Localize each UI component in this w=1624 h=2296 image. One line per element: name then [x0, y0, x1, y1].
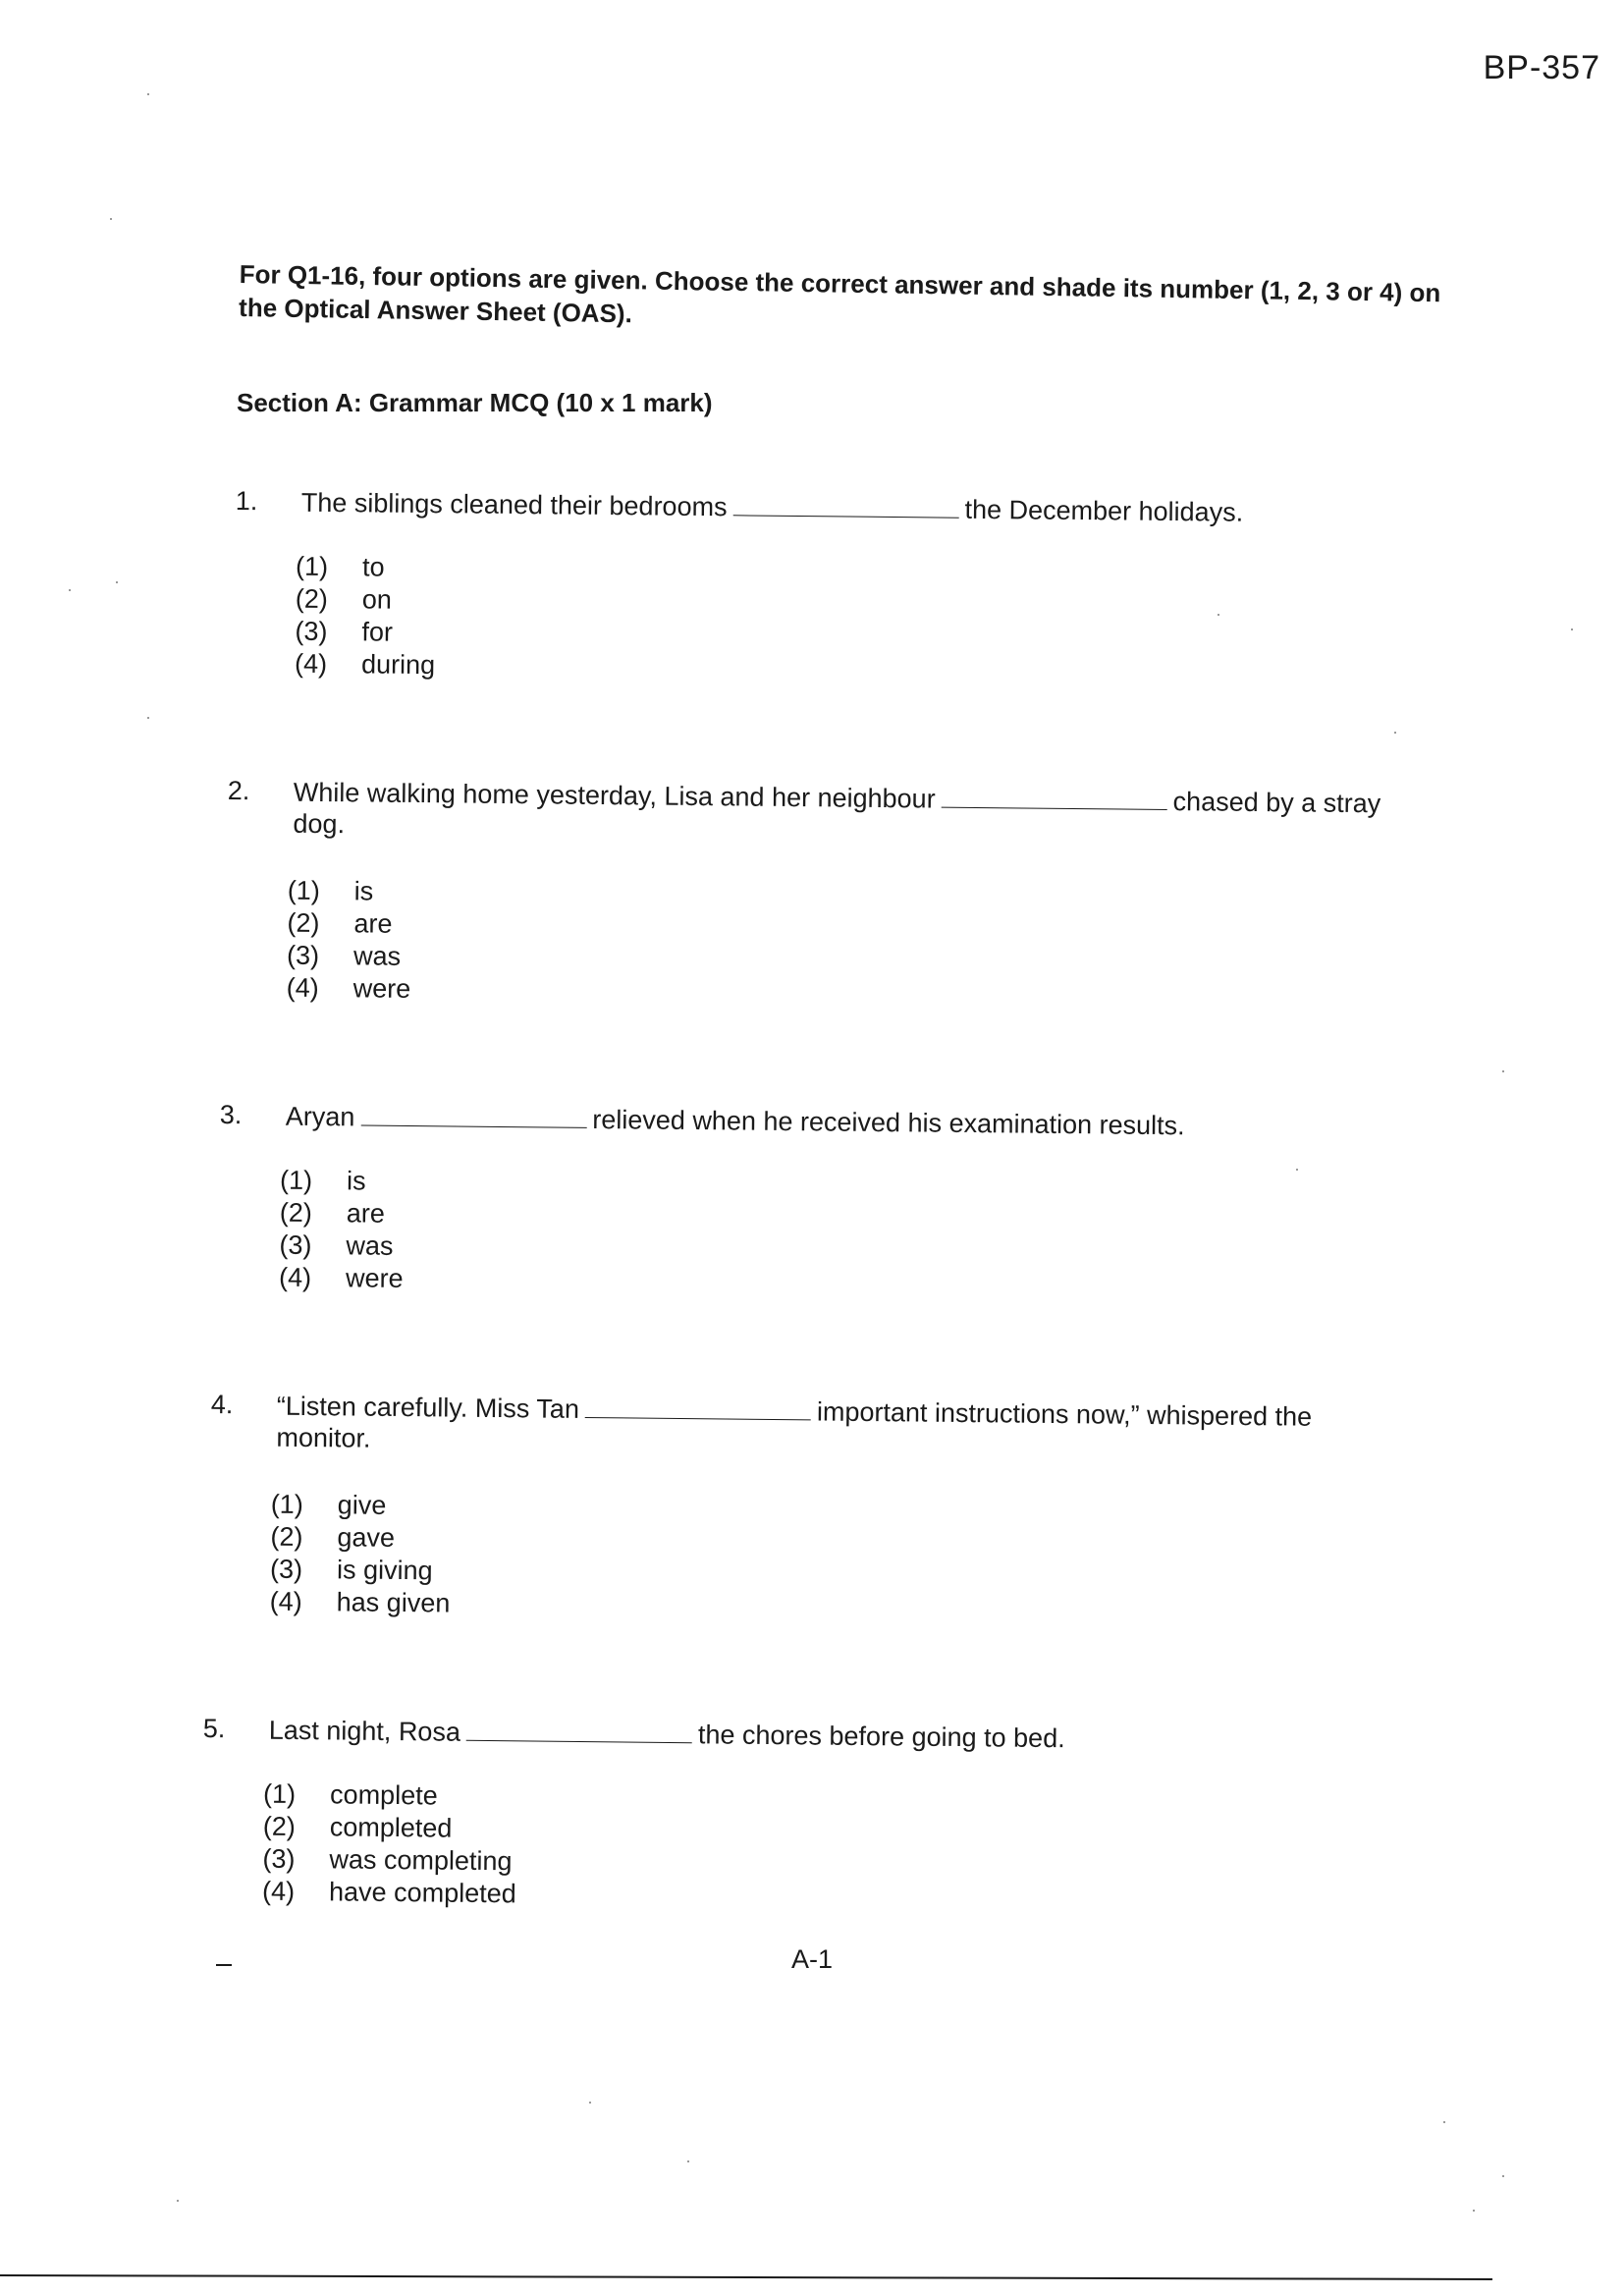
option-number: (3): [262, 1843, 296, 1874]
option-text: was: [346, 1230, 394, 1261]
option-text: were: [352, 973, 411, 1004]
stem-text-continued: monitor.: [276, 1422, 371, 1453]
stem-text-after: relieved when he received his examination results.: [592, 1104, 1185, 1141]
answer-blank: [585, 1395, 811, 1420]
stem-text-after: chased by a stray: [1172, 787, 1381, 819]
option-2: [280, 1197, 405, 1230]
answer-blank: [732, 493, 958, 518]
stem-text-before: The siblings cleaned their bedrooms: [300, 487, 728, 522]
instructions: For Q1-16, four options are given. Choose the correct answer and shade its number (1, 2, 3 or 4) on the Optical Answer Sheet (OAS).: [238, 258, 1441, 329]
scan-speck: [589, 2102, 591, 2104]
option-text: give: [337, 1490, 387, 1520]
scan-speck: [1394, 732, 1396, 734]
question-stem: [301, 487, 1460, 530]
scan-speck: [1473, 2210, 1475, 2212]
option-number: (1): [287, 875, 320, 905]
option-number: (3): [295, 616, 328, 646]
option-text: for: [361, 617, 394, 647]
question-stem: [276, 1391, 1435, 1465]
question-number: 4.: [210, 1390, 234, 1420]
option-number: (2): [262, 1811, 296, 1841]
scan-speck: [1218, 614, 1219, 616]
option-number: (1): [295, 551, 329, 581]
option-3: [295, 616, 435, 649]
option-text: are: [346, 1198, 385, 1229]
scan-speck: [1502, 1070, 1504, 1072]
option-text: is: [353, 876, 374, 906]
scan-speck: [110, 218, 112, 220]
option-1: [288, 875, 412, 908]
scan-speck: [147, 717, 149, 719]
question-number: 2.: [227, 776, 250, 806]
option-text: are: [353, 908, 393, 939]
stem-text-before: “Listen carefully. Miss Tan: [276, 1391, 580, 1424]
option-text: was completing: [329, 1844, 513, 1877]
option-number: (3): [269, 1554, 303, 1584]
option-number: (3): [286, 940, 320, 970]
question-stem: [269, 1715, 1428, 1758]
stem-text-after: important instructions now,” whispered the: [816, 1396, 1313, 1432]
option-text: is: [346, 1166, 366, 1196]
option-1: [280, 1165, 405, 1198]
answer-blank: [466, 1719, 692, 1743]
option-number: (4): [278, 1262, 312, 1292]
scan-speck: [687, 2160, 689, 2162]
stem-text-before: Last night, Rosa: [268, 1715, 461, 1747]
scan-speck: [69, 589, 71, 591]
option-number: (2): [287, 907, 320, 938]
option-number: (3): [279, 1230, 312, 1260]
option-3: [262, 1843, 516, 1879]
option-text: gave: [337, 1522, 396, 1553]
stem-text-after: the chores before going to bed.: [697, 1720, 1065, 1754]
option-text: has given: [336, 1587, 451, 1618]
footer-dash: [216, 1964, 232, 1966]
options-list: [270, 1489, 452, 1620]
option-number: (4): [269, 1586, 302, 1616]
paper-code: BP-357: [1483, 49, 1600, 86]
option-number: (1): [262, 1778, 297, 1809]
stem-text-before: While walking home yesterday, Lisa and her neighbour: [293, 777, 936, 814]
option-text: was: [352, 941, 402, 971]
option-number: (1): [279, 1165, 313, 1195]
question-number: 5.: [202, 1714, 226, 1744]
option-1: [263, 1778, 517, 1814]
option-number: (4): [286, 972, 319, 1003]
option-number: (2): [270, 1521, 303, 1552]
stem-text-continued: dog.: [293, 808, 346, 840]
scan-speck: [1571, 629, 1573, 630]
option-text: complete: [329, 1779, 438, 1811]
option-number: (1): [270, 1489, 303, 1519]
option-text: is giving: [336, 1555, 433, 1586]
bottom-rule: [0, 2274, 1492, 2280]
options-list: [287, 875, 412, 1006]
option-4: [295, 648, 435, 682]
options-list: [295, 551, 436, 682]
scan-speck: [1443, 2121, 1445, 2123]
stem-text-after: the December holidays.: [964, 494, 1244, 527]
option-4: [287, 972, 411, 1006]
option-3: [287, 940, 411, 973]
page-number: A-1: [791, 1944, 834, 1974]
option-4: [279, 1262, 404, 1295]
options-list: [262, 1778, 517, 1911]
answer-blank: [942, 786, 1167, 810]
option-text: during: [360, 649, 436, 681]
question-number: 1.: [235, 486, 258, 517]
option-number: (4): [261, 1876, 296, 1906]
option-3: [279, 1230, 404, 1263]
stem-text-before: Aryan: [285, 1101, 355, 1132]
option-2: [287, 907, 411, 941]
option-2: [263, 1811, 517, 1846]
scan-speck: [1502, 2175, 1504, 2177]
option-3: [270, 1554, 451, 1588]
option-number: (2): [295, 583, 328, 614]
option-4: [262, 1876, 516, 1911]
option-2: [270, 1521, 451, 1556]
option-1: [296, 551, 436, 584]
option-2: [296, 583, 436, 617]
options-list: [279, 1165, 405, 1295]
option-4: [270, 1586, 451, 1620]
question-number: 3.: [219, 1100, 243, 1130]
option-text: on: [361, 584, 393, 615]
option-text: have completed: [328, 1877, 516, 1909]
option-number: (4): [294, 648, 328, 679]
option-text: completed: [329, 1812, 453, 1843]
option-text: were: [345, 1263, 404, 1293]
question-stem: [286, 1101, 1444, 1144]
option-text: to: [361, 552, 385, 582]
option-1: [271, 1489, 452, 1523]
answer-blank: [360, 1104, 586, 1128]
section-title: Section A: Grammar MCQ (10 x 1 mark): [237, 388, 713, 417]
question-stem: [293, 777, 1452, 851]
scan-speck: [116, 581, 118, 583]
scan-speck: [177, 2200, 179, 2202]
option-number: (2): [279, 1197, 312, 1228]
scan-speck: [1296, 1169, 1298, 1171]
scan-speck: [147, 93, 149, 95]
